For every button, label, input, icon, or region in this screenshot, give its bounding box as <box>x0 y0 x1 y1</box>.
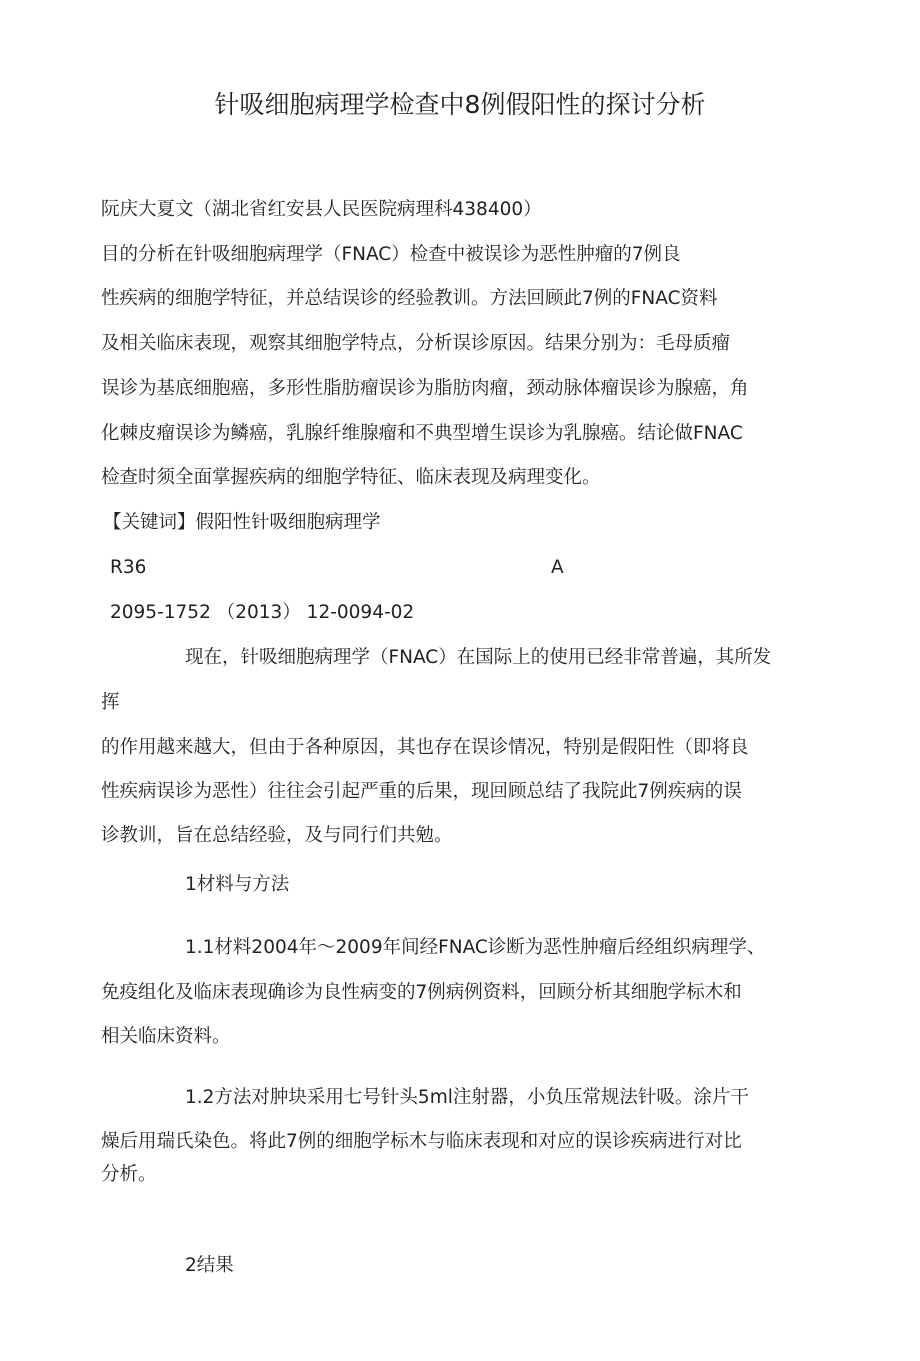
section-1-1-line: 免疫组化及临床表现确诊为良性病变的7例病例资料，回顾分析其细胞学标木和 <box>101 982 742 1003</box>
intro-line: 挥 <box>101 692 120 713</box>
issn-line: 2095-1752 （2013） 12-0094-02 <box>110 602 415 623</box>
section-1-1-line: 1.1材料2004年～2009年间经FNAC诊断为恶性肿瘤后经组织病理学、 <box>185 937 766 958</box>
abstract-line: 检查时须全面掌握疾病的细胞学特征、临床表现及病理变化。 <box>101 467 601 488</box>
abstract-line: 误诊为基底细胞癌，多形性脂肪瘤误诊为脂肪肉瘤，颈动脉体瘤误诊为腺癌，角 <box>101 378 749 399</box>
keywords: 【关键词】假阳性针吸细胞病理学 <box>103 512 381 533</box>
intro-line: 的作用越来越大，但由于各种原因，其也存在误诊情况，特别是假阳性（即将良 <box>101 737 749 758</box>
section-heading-2: 2结果 <box>185 1255 234 1276</box>
document-code: A <box>551 557 564 578</box>
section-1-2-line: 1.2方法对肿块采用七号针头5ml注射器，小负压常规法针吸。涂片干 <box>185 1087 749 1108</box>
abstract-line: 目的分析在针吸细胞病理学（FNAC）检查中被误诊为恶性肿瘤的7例良 <box>101 244 681 265</box>
intro-line: 诊教训，旨在总结经验，及与同行们共勉。 <box>101 825 453 846</box>
abstract-line: 性疾病的细胞学特征，并总结误诊的经验教训。方法回顾此7例的FNAC资料 <box>101 288 718 309</box>
intro-line: 现在，针吸细胞病理学（FNAC）在国际上的使用已经非常普遍，其所发 <box>185 647 772 668</box>
section-heading-1: 1材料与方法 <box>185 874 290 895</box>
document-title: 针吸细胞病理学检查中8例假阳性的探讨分析 <box>214 90 706 119</box>
intro-line: 性疾病误诊为恶性）往往会引起严重的后果，现回顾总结了我院此7例疾病的误 <box>101 781 742 802</box>
section-1-2-line: 燥后用瑞氏染色。将此7例的细胞学标木与临床表现和对应的误诊疾病进行对比 <box>101 1131 742 1152</box>
section-1-1-line: 相关临床资料。 <box>101 1026 231 1047</box>
author-line: 阮庆大夏文（湖北省红安县人民医院病理科438400） <box>101 199 542 220</box>
clc-number: R36 <box>110 557 147 578</box>
section-1-2-line: 分析。 <box>101 1164 157 1185</box>
abstract-line: 及相关临床表现，观察其细胞学特点，分析误诊原因。结果分别为：毛母质瘤 <box>101 333 731 354</box>
abstract-line: 化棘皮瘤误诊为鳞癌，乳腺纤维腺瘤和不典型增生误诊为乳腺癌。结论做FNAC <box>101 423 743 444</box>
